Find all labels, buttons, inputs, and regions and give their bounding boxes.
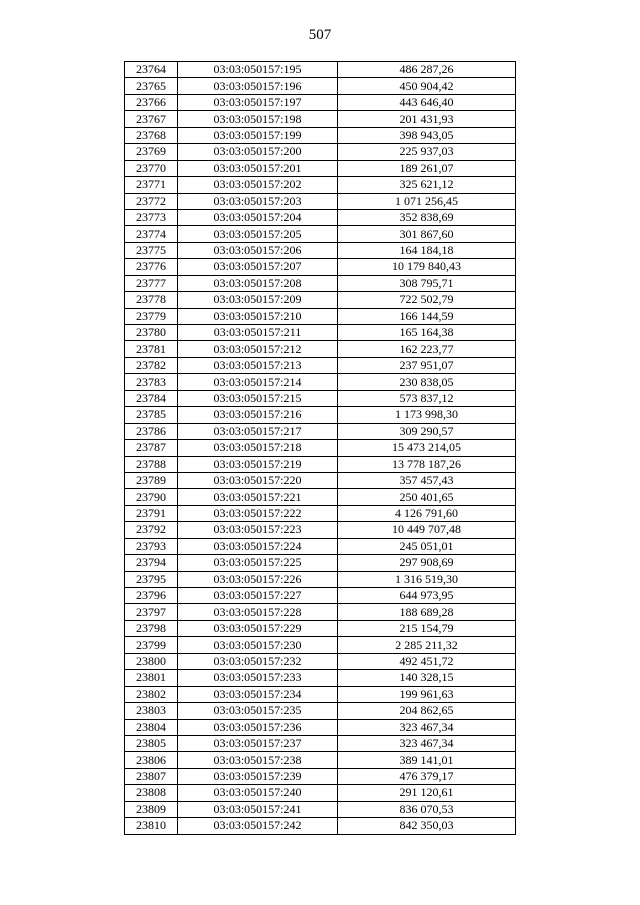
table-row	[125, 555, 516, 571]
cadastral-number-cell: 03:03:050157:197	[178, 94, 338, 110]
cadastral-number-cell: 03:03:050157:218	[178, 440, 338, 456]
table-row	[125, 637, 516, 653]
cadastral-number-cell: 03:03:050157:199	[178, 127, 338, 143]
cadastral-number-cell: 03:03:050157:239	[178, 768, 338, 784]
row-number-cell: 23770	[125, 160, 178, 176]
row-number-cell: 23787	[125, 440, 178, 456]
row-number-cell: 23794	[125, 555, 178, 571]
row-number-cell: 23782	[125, 357, 178, 373]
row-number-cell: 23776	[125, 259, 178, 275]
table-row	[125, 62, 516, 78]
row-number-cell: 23786	[125, 423, 178, 439]
cadastral-number-cell: 03:03:050157:230	[178, 637, 338, 653]
cadastral-number-cell: 03:03:050157:228	[178, 604, 338, 620]
cadastral-number-cell: 03:03:050157:226	[178, 571, 338, 587]
table-row	[125, 78, 516, 94]
table-row	[125, 144, 516, 160]
cadastral-value-cell: 325 621,12	[338, 177, 516, 193]
row-number-cell: 23778	[125, 292, 178, 308]
row-number-cell: 23783	[125, 374, 178, 390]
table-row	[125, 341, 516, 357]
table-row	[125, 620, 516, 636]
table-row	[125, 308, 516, 324]
cadastral-value-cell: 2 285 211,32	[338, 637, 516, 653]
cadastral-number-cell: 03:03:050157:219	[178, 456, 338, 472]
cadastral-value-cell: 389 141,01	[338, 752, 516, 768]
table-row	[125, 440, 516, 456]
table-row	[125, 374, 516, 390]
cadastral-value-cell: 1 173 998,30	[338, 407, 516, 423]
row-number-cell: 23789	[125, 472, 178, 488]
row-number-cell: 23797	[125, 604, 178, 620]
table-row	[125, 423, 516, 439]
table-row	[125, 818, 516, 834]
row-number-cell: 23771	[125, 177, 178, 193]
cadastral-number-cell: 03:03:050157:238	[178, 752, 338, 768]
row-number-cell: 23788	[125, 456, 178, 472]
table-row	[125, 94, 516, 110]
row-number-cell: 23764	[125, 62, 178, 78]
table-row	[125, 571, 516, 587]
cadastral-number-cell: 03:03:050157:214	[178, 374, 338, 390]
cadastral-number-cell: 03:03:050157:232	[178, 653, 338, 669]
cadastral-value-cell: 162 223,77	[338, 341, 516, 357]
row-number-cell: 23799	[125, 637, 178, 653]
cadastral-value-cell: 308 795,71	[338, 275, 516, 291]
row-number-cell: 23777	[125, 275, 178, 291]
cadastral-value-cell: 352 838,69	[338, 209, 516, 225]
table-row	[125, 193, 516, 209]
cadastral-number-cell: 03:03:050157:206	[178, 242, 338, 258]
table-row	[125, 670, 516, 686]
table-row	[125, 357, 516, 373]
cadastral-value-cell: 250 401,65	[338, 489, 516, 505]
cadastral-number-cell: 03:03:050157:213	[178, 357, 338, 373]
cadastral-value-cell: 486 287,26	[338, 62, 516, 78]
table-row	[125, 703, 516, 719]
table-row	[125, 127, 516, 143]
row-number-cell: 23793	[125, 538, 178, 554]
table-row	[125, 735, 516, 751]
table-row	[125, 472, 516, 488]
cadastral-number-cell: 03:03:050157:235	[178, 703, 338, 719]
table-row	[125, 390, 516, 406]
cadastral-number-cell: 03:03:050157:200	[178, 144, 338, 160]
table-row	[125, 752, 516, 768]
cadastral-number-cell: 03:03:050157:227	[178, 588, 338, 604]
cadastral-value-cell: 644 973,95	[338, 588, 516, 604]
cadastral-value-cell: 10 449 707,48	[338, 522, 516, 538]
cadastral-value-cell: 492 451,72	[338, 653, 516, 669]
table-row	[125, 686, 516, 702]
cadastral-number-cell: 03:03:050157:207	[178, 259, 338, 275]
cadastral-value-cell: 237 951,07	[338, 357, 516, 373]
page-number: 507	[308, 27, 332, 43]
cadastral-number-cell: 03:03:050157:221	[178, 489, 338, 505]
cadastral-number-cell: 03:03:050157:225	[178, 555, 338, 571]
row-number-cell: 23767	[125, 111, 178, 127]
table-row	[125, 111, 516, 127]
table-row	[125, 538, 516, 554]
table-row	[125, 505, 516, 521]
table-row	[125, 226, 516, 242]
row-number-cell: 23807	[125, 768, 178, 784]
cadastral-value-cell: 357 457,43	[338, 472, 516, 488]
cadastral-number-cell: 03:03:050157:234	[178, 686, 338, 702]
table-row	[125, 801, 516, 817]
table-row	[125, 604, 516, 620]
cadastral-value-cell: 189 261,07	[338, 160, 516, 176]
table-row	[125, 259, 516, 275]
cadastral-value-cell: 836 070,53	[338, 801, 516, 817]
cadastral-value-cell: 323 467,34	[338, 719, 516, 735]
cadastral-number-cell: 03:03:050157:240	[178, 785, 338, 801]
cadastral-number-cell: 03:03:050157:196	[178, 78, 338, 94]
cadastral-value-cell: 188 689,28	[338, 604, 516, 620]
cadastral-number-cell: 03:03:050157:209	[178, 292, 338, 308]
cadastral-number-cell: 03:03:050157:212	[178, 341, 338, 357]
row-number-cell: 23803	[125, 703, 178, 719]
cadastral-value-cell: 291 120,61	[338, 785, 516, 801]
table-row	[125, 456, 516, 472]
cadastral-value-cell: 204 862,65	[338, 703, 516, 719]
cadastral-number-cell: 03:03:050157:229	[178, 620, 338, 636]
table-row	[125, 785, 516, 801]
row-number-cell: 23768	[125, 127, 178, 143]
row-number-cell: 23772	[125, 193, 178, 209]
row-number-cell: 23808	[125, 785, 178, 801]
cadastral-number-cell: 03:03:050157:208	[178, 275, 338, 291]
cadastral-value-cell: 245 051,01	[338, 538, 516, 554]
row-number-cell: 23769	[125, 144, 178, 160]
row-number-cell: 23775	[125, 242, 178, 258]
table-row	[125, 768, 516, 784]
cadastral-value-cell: 199 961,63	[338, 686, 516, 702]
row-number-cell: 23766	[125, 94, 178, 110]
cadastral-value-cell: 573 837,12	[338, 390, 516, 406]
table-row	[125, 292, 516, 308]
cadastral-value-cell: 301 867,60	[338, 226, 516, 242]
cadastral-value-cell: 842 350,03	[338, 818, 516, 834]
cadastral-number-cell: 03:03:050157:236	[178, 719, 338, 735]
cadastral-value-cell: 722 502,79	[338, 292, 516, 308]
table-row	[125, 407, 516, 423]
cadastral-value-cell: 215 154,79	[338, 620, 516, 636]
row-number-cell: 23796	[125, 588, 178, 604]
row-number-cell: 23805	[125, 735, 178, 751]
cadastral-number-cell: 03:03:050157:201	[178, 160, 338, 176]
table-row	[125, 160, 516, 176]
row-number-cell: 23779	[125, 308, 178, 324]
row-number-cell: 23798	[125, 620, 178, 636]
table-row	[125, 588, 516, 604]
row-number-cell: 23802	[125, 686, 178, 702]
cadastral-number-cell: 03:03:050157:242	[178, 818, 338, 834]
cadastral-number-cell: 03:03:050157:237	[178, 735, 338, 751]
cadastral-value-cell: 230 838,05	[338, 374, 516, 390]
cadastral-value-cell: 450 904,42	[338, 78, 516, 94]
cadastral-value-cell: 225 937,03	[338, 144, 516, 160]
cadastral-value-cell: 323 467,34	[338, 735, 516, 751]
cadastral-number-cell: 03:03:050157:211	[178, 325, 338, 341]
cadastral-number-cell: 03:03:050157:203	[178, 193, 338, 209]
cadastral-value-cell: 164 184,18	[338, 242, 516, 258]
row-number-cell: 23784	[125, 390, 178, 406]
cadastral-value-cell: 15 473 214,05	[338, 440, 516, 456]
row-number-cell: 23809	[125, 801, 178, 817]
table-row	[125, 242, 516, 258]
row-number-cell: 23765	[125, 78, 178, 94]
row-number-cell: 23792	[125, 522, 178, 538]
cadastral-number-cell: 03:03:050157:217	[178, 423, 338, 439]
cadastral-number-cell: 03:03:050157:241	[178, 801, 338, 817]
table-row	[125, 522, 516, 538]
cadastral-value-cell: 201 431,93	[338, 111, 516, 127]
cadastral-number-cell: 03:03:050157:198	[178, 111, 338, 127]
cadastral-value-cell: 165 164,38	[338, 325, 516, 341]
table-row	[125, 275, 516, 291]
row-number-cell: 23780	[125, 325, 178, 341]
row-number-cell: 23785	[125, 407, 178, 423]
cadastral-value-cell: 1 316 519,30	[338, 571, 516, 587]
cadastral-value-cell: 13 778 187,26	[338, 456, 516, 472]
cadastral-value-cell: 1 071 256,45	[338, 193, 516, 209]
table-row	[125, 325, 516, 341]
table-row	[125, 177, 516, 193]
cadastral-value-cell: 476 379,17	[338, 768, 516, 784]
cadastral-number-cell: 03:03:050157:222	[178, 505, 338, 521]
row-number-cell: 23790	[125, 489, 178, 505]
table-row	[125, 653, 516, 669]
cadastral-value-cell: 443 646,40	[338, 94, 516, 110]
cadastral-value-cell: 10 179 840,43	[338, 259, 516, 275]
cadastral-value-cell: 398 943,05	[338, 127, 516, 143]
cadastral-value-cell: 140 328,15	[338, 670, 516, 686]
cadastral-number-cell: 03:03:050157:233	[178, 670, 338, 686]
cadastral-number-cell: 03:03:050157:195	[178, 62, 338, 78]
row-number-cell: 23804	[125, 719, 178, 735]
cadastral-number-cell: 03:03:050157:204	[178, 209, 338, 225]
table-row	[125, 209, 516, 225]
table-row	[125, 719, 516, 735]
cadastral-number-cell: 03:03:050157:216	[178, 407, 338, 423]
cadastral-number-cell: 03:03:050157:220	[178, 472, 338, 488]
table-body	[125, 62, 516, 835]
table-row	[125, 489, 516, 505]
cadastral-value-cell: 297 908,69	[338, 555, 516, 571]
row-number-cell: 23773	[125, 209, 178, 225]
cadastral-number-cell: 03:03:050157:210	[178, 308, 338, 324]
row-number-cell: 23800	[125, 653, 178, 669]
row-number-cell: 23801	[125, 670, 178, 686]
row-number-cell: 23781	[125, 341, 178, 357]
cadastral-value-table	[124, 61, 516, 835]
row-number-cell: 23774	[125, 226, 178, 242]
row-number-cell: 23795	[125, 571, 178, 587]
cadastral-value-cell: 166 144,59	[338, 308, 516, 324]
cadastral-number-cell: 03:03:050157:224	[178, 538, 338, 554]
cadastral-number-cell: 03:03:050157:215	[178, 390, 338, 406]
row-number-cell: 23791	[125, 505, 178, 521]
row-number-cell: 23806	[125, 752, 178, 768]
cadastral-number-cell: 03:03:050157:205	[178, 226, 338, 242]
cadastral-value-cell: 4 126 791,60	[338, 505, 516, 521]
cadastral-value-cell: 309 290,57	[338, 423, 516, 439]
cadastral-number-cell: 03:03:050157:223	[178, 522, 338, 538]
row-number-cell: 23810	[125, 818, 178, 834]
cadastral-number-cell: 03:03:050157:202	[178, 177, 338, 193]
